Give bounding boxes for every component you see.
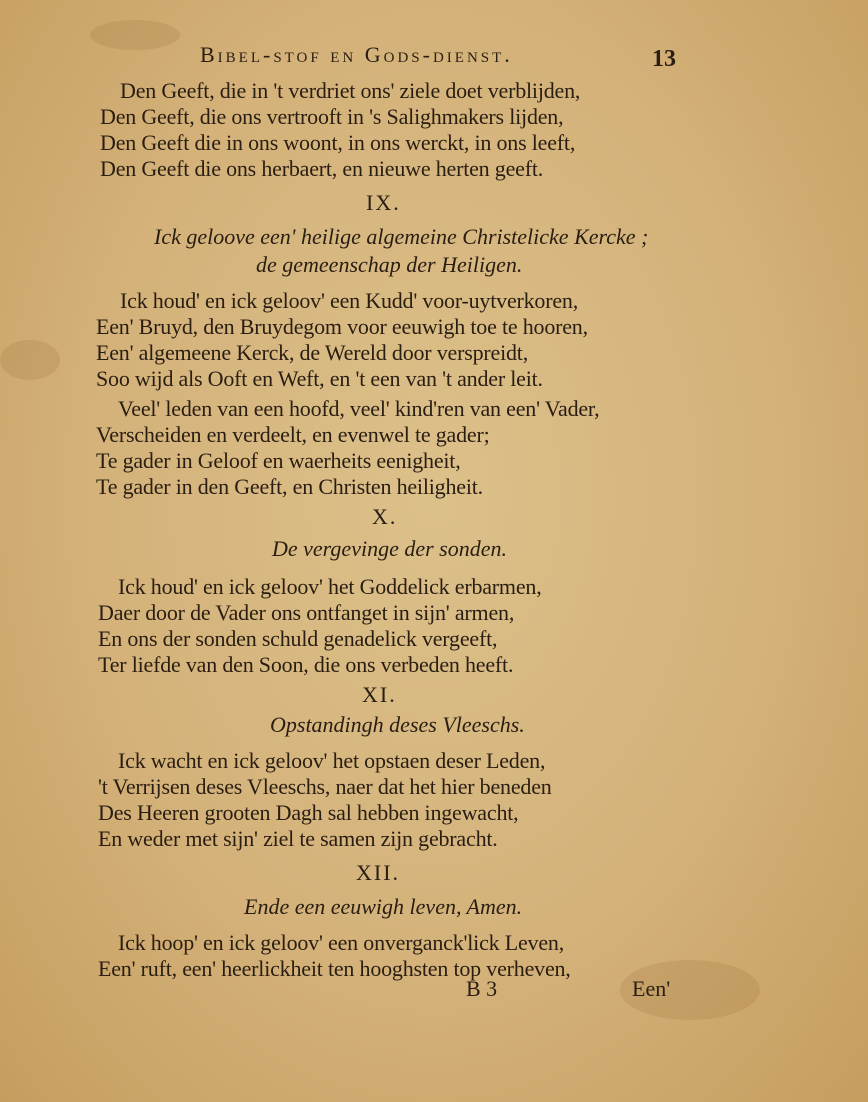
verse-line: En ons der sonden schuld genadelick vergeeft, (98, 626, 498, 651)
verse-line: Den Geeft, die ons vertrooft in 's Salighmakers lijden, (100, 104, 564, 129)
article-title: Opstandingh deses Vleeschs. (270, 712, 525, 737)
verse-line: Een' Bruyd, den Bruydegom voor eeuwigh toe te hooren, (96, 314, 588, 339)
article-title: de gemeenschap der Heiligen. (256, 252, 523, 277)
verse-line: Daer door de Vader ons ontfanget in sijn' armen, (98, 600, 515, 625)
verse-line: Te gader in den Geeft, en Christen heiligheit. (96, 474, 483, 499)
verse-line: Den Geeft, die in 't verdriet ons' ziele doet verblijden, (120, 78, 581, 103)
verse-line: Ick hoop' en ick geloov' een onverganck'lick Leven, (118, 930, 565, 955)
article-numeral: XII. (356, 860, 401, 885)
verse-line: Ick houd' en ick geloov' het Goddelick erbarmen, (118, 574, 542, 599)
article-title: Ick geloove een' heilige algemeine Christelicke Kercke ; (154, 224, 649, 249)
verse-line: Veel' leden van een hoofd, veel' kind'ren van een' Vader, (118, 396, 600, 421)
article-numeral: X. (372, 504, 398, 529)
verse-line: Verscheiden en verdeelt, en evenwel te gader; (96, 422, 490, 447)
verse-line: 't Verrijsen deses Vleeschs, naer dat het hier beneden (98, 774, 552, 799)
article-numeral: IX. (366, 190, 401, 215)
verse-line: Een' algemeene Kerck, de Wereld door verspreidt, (96, 340, 528, 365)
paper-stain (90, 20, 180, 50)
verse-line: Den Geeft die in ons woont, in ons werckt, in ons leeft, (100, 130, 576, 155)
signature-mark: B 3 (466, 976, 498, 1001)
verse-line: Des Heeren grooten Dagh sal hebben ingewacht, (98, 800, 519, 825)
verse-line: Ick wacht en ick geloov' het opstaen deser Leden, (118, 748, 546, 773)
running-title: Bibel-stof en Gods-dienst. (200, 42, 513, 67)
article-title: Ende een eeuwigh leven, Amen. (244, 894, 523, 919)
article-title: De vergevinge der sonden. (272, 536, 507, 561)
verse-line: Te gader in Geloof en waerheits eenigheit, (96, 448, 461, 473)
paper-stain (0, 340, 60, 380)
verse-line: En weder met sijn' ziel te samen zijn gebracht. (98, 826, 498, 851)
verse-line: Een' ruft, een' heerlickheit ten hooghsten top verheven, (98, 956, 571, 981)
verse-line: Den Geeft die ons herbaert, en nieuwe herten geeft. (100, 156, 544, 181)
verse-line: Soo wijd als Ooft en Weft, en 't een van 't ander leit. (96, 366, 543, 391)
verse-line: Ter liefde van den Soon, die ons verbeden heeft. (98, 652, 514, 677)
catchword: Een' (632, 976, 671, 1001)
page-number: 13 (652, 46, 676, 72)
verse-line: Ick houd' en ick geloov' een Kudd' voor-uytverkoren, (120, 288, 579, 313)
article-numeral: XI. (362, 682, 397, 707)
